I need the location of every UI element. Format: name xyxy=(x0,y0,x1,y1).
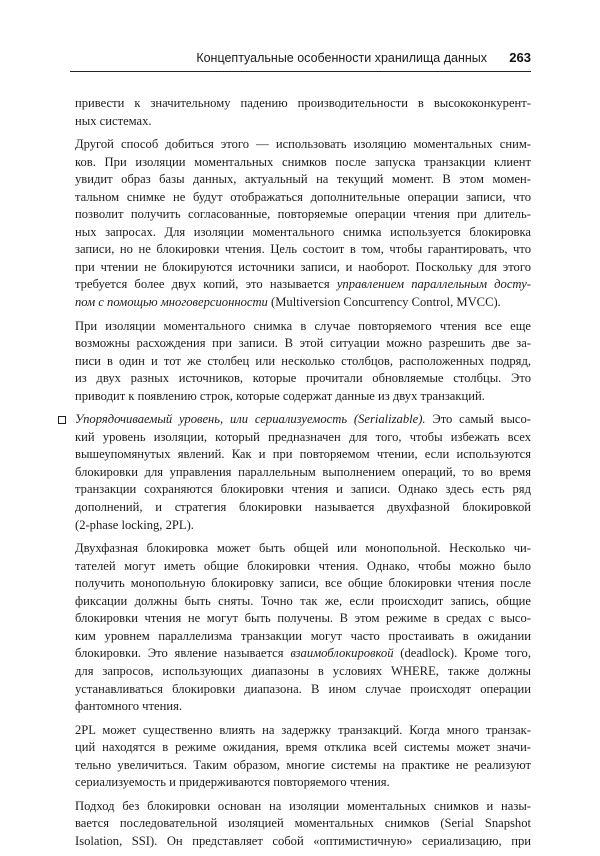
paragraph xyxy=(75,136,531,311)
italic-term: взаимоблокировкой xyxy=(290,646,394,661)
text-line: возможны расхождения при записи. В этой ситуации можно разрешить две за- xyxy=(75,336,531,351)
running-header xyxy=(70,40,531,70)
text-run: требуется более двух копий, это называется xyxy=(75,277,337,292)
text-run: (Multiversion Concurrency Control, MVCC). xyxy=(267,295,501,310)
text-line: кий уровень изоляции, который предназначен для того, чтобы избежать всех xyxy=(75,429,531,444)
text-line: получить монопольную блокировку записи, все общие блокировки чтения после xyxy=(75,576,531,591)
text-line: дополнений, и стратегия блокировки называется двухфазной блокировкой xyxy=(75,500,531,515)
italic-term: управлением параллельным досту- xyxy=(336,277,531,292)
paragraph xyxy=(75,798,531,851)
text-line: ных системах. xyxy=(75,113,152,128)
paragraph xyxy=(75,722,531,792)
bullet-item xyxy=(75,411,531,534)
text-line: (2-phase locking, 2PL). xyxy=(75,517,194,532)
text-line: Isolation, SSI). Он представляет собой «оптимистичную» сериализацию, при xyxy=(75,833,531,848)
text-line: ким уровнем параллелизма транзакции могут часто простаивать в ожидании xyxy=(75,628,531,643)
header-title: Концептуальные особенности хранилища данных xyxy=(196,51,487,65)
text-line: тальном снимке не будут отображаться дополнительные операции записи, что xyxy=(75,189,531,204)
text-line xyxy=(75,411,531,429)
text-line: приводит к появлению строк, которые содержат данные из двух транзакций. xyxy=(75,388,485,403)
text-line: фантомного чтения. xyxy=(75,699,183,714)
text-line: тателей могут иметь общие блокировки чтения. Однако, чтобы можно было xyxy=(75,558,531,573)
text-line: позволит получить согласованные, повторяемые операции чтения при длитель- xyxy=(75,207,531,222)
text-line: фиксации должны быть сняты. Точно так же, если происходит запись, общие xyxy=(75,593,531,608)
text-line: сериализуемость и придерживаются повторяемого чтения. xyxy=(75,775,390,790)
text-line: устанавливаться блокировки диапазона. В ином случае происходят операции xyxy=(75,681,531,696)
text-line: При изоляции моментального снимка в случае повторяемого чтения все еще xyxy=(75,318,531,333)
header-rule xyxy=(70,71,531,72)
paragraph xyxy=(75,318,531,406)
text-line xyxy=(75,645,531,663)
text-line: из двух разных источников, которые прочитали обновляемые столбцы. Это xyxy=(75,371,531,386)
italic-term: Упорядочиваемый уровень, или сериализуемость (Serializable). xyxy=(75,412,426,427)
paragraph xyxy=(75,540,531,715)
text-line: ков. При изоляции моментальных снимков после запуска транзакции клиент xyxy=(75,154,531,169)
text-line: тельно увеличиться. Таким образом, многие системы на практике не реализуют xyxy=(75,757,531,772)
text-line: ных запросах. Для изоляции моментального снимка используется блокировка xyxy=(75,224,531,239)
paragraph xyxy=(75,95,531,130)
text-line: транзакции сохраняются блокировки чтения и записи. Однако здесь есть ряд xyxy=(75,482,531,497)
text-line: вышеупомянутых явлений. Как и при повторяемом чтении, если используются xyxy=(75,447,531,462)
text-line: блокировки для управления параллельным выполнением операций, то во время xyxy=(75,464,531,479)
text-line xyxy=(75,276,531,294)
text-line: писи в один и тот же столбец или несколько столбцов, расположенных подряд, xyxy=(75,353,531,368)
text-line xyxy=(75,294,531,312)
text-line: привести к значительному падению производительности в высококонкурент- xyxy=(75,96,531,110)
text-line: для запросов, использующих диапазоны в условиях WHERE, также должны xyxy=(75,663,531,678)
text-line: Двухфазная блокировка может быть общей или монопольной. Несколько чи- xyxy=(75,541,531,556)
text-line: 2PL может существенно влиять на задержку транзакций. Когда много транзак- xyxy=(75,722,531,737)
page-body xyxy=(75,95,531,856)
bullet-box-icon xyxy=(58,416,66,424)
text-line: ций находятся в режиме ожидания, время отклика всей системы может значи- xyxy=(75,740,531,755)
text-run: Это самый высо- xyxy=(425,412,531,427)
text-line: Подход без блокировки основан на изоляции моментальных снимков и назы- xyxy=(75,798,531,813)
text-line: блокировки чтения не могут быть получены. В этом режиме в средах с высо- xyxy=(75,611,531,626)
text-line: увидит образ базы данных, актуальный на текущий момент. В этом момен- xyxy=(75,172,531,187)
text-line: вается последовательной изоляцией моментальных снимков (Serial Snapshot xyxy=(75,816,531,831)
text-line: при чтении не блокируются источники записи, и наоборот. Поскольку для этого xyxy=(75,259,531,274)
text-line: записи, но не блокировки чтения. Цель состоит в том, чтобы гарантировать, что xyxy=(75,242,531,257)
page-number: 263 xyxy=(509,50,531,65)
italic-term: пом с помощью многоверсионности xyxy=(75,295,268,310)
text-run: блокировки. Это явление называется xyxy=(75,646,291,661)
text-run: (deadlock). Кроме того, xyxy=(393,646,531,661)
text-line: Другой способ добиться этого — использовать изоляцию моментальных сним- xyxy=(75,137,531,152)
